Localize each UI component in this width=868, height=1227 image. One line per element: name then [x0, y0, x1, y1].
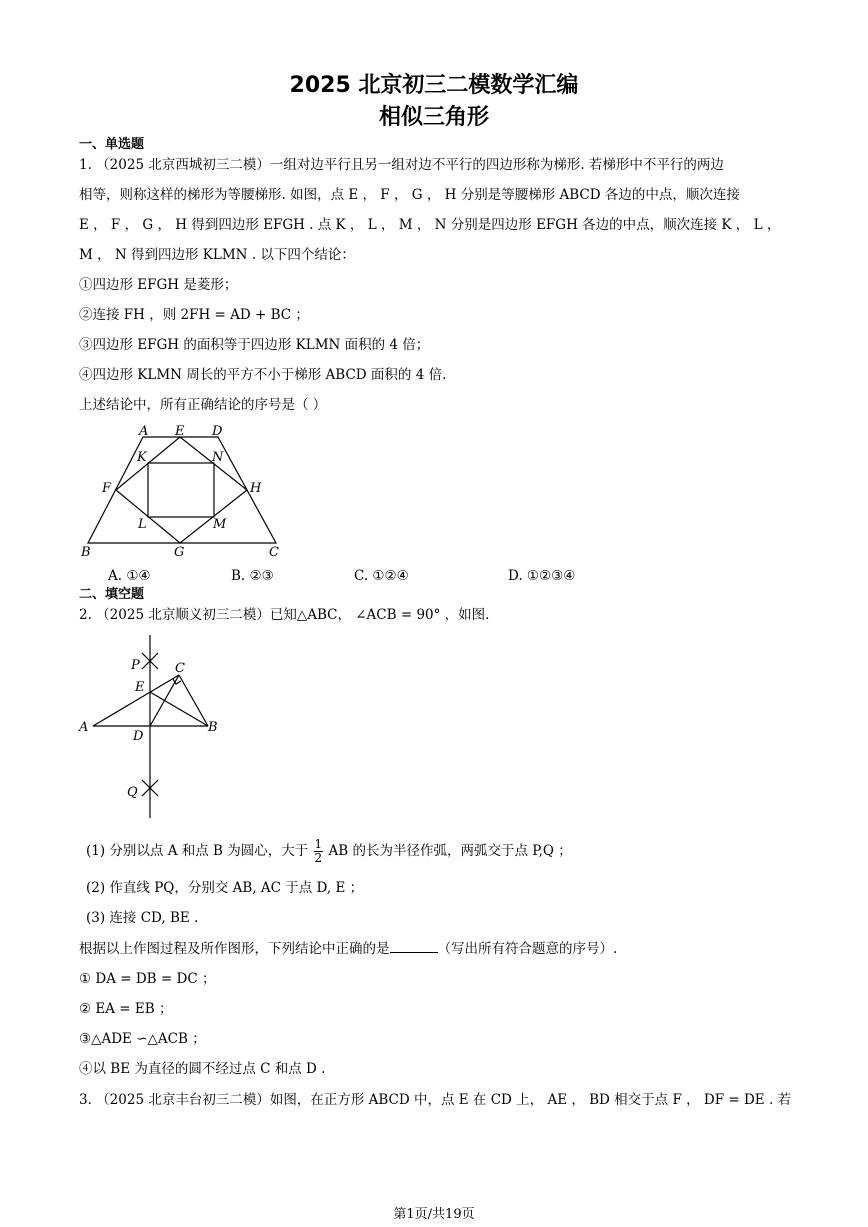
q1-option-c: C. ①②④: [354, 568, 409, 584]
q2-conclusion: ④以 BE 为直径的圆不经过点 C 和点 D .: [79, 1061, 326, 1077]
segment-cb: [179, 675, 208, 726]
q3-line: 3. （2025 北京丰台初三二模）如图，在正方形 ABCD 中，点 E 在 CD 上， AE ， BD 相交于点 F ， DF = DE . 若: [79, 1092, 792, 1108]
document-subtitle: 相似三角形: [378, 105, 489, 130]
figure-label-C: C: [269, 545, 279, 560]
figure-label-K: K: [137, 450, 147, 465]
figure-label-H: H: [250, 481, 262, 496]
figure-label-G: G: [174, 545, 185, 560]
q2-step-2: (2) 作直线 PQ，分别交 AB, AC 于点 D, E ；: [86, 880, 364, 896]
q2-conclusion: ① DA = DB = DC ；: [79, 971, 216, 987]
figure-label-D: D: [212, 424, 223, 439]
q1-option-a: A. ①④: [108, 568, 151, 584]
q1-line: 相等，则称这样的梯形为等腰梯形. 如图，点 E ， F ， G ， H 分别是等腰梯形 ABCD 各边的中点，顺次连接: [79, 187, 740, 203]
q1-option-d: D. ①②③④: [508, 568, 576, 584]
q2-step-1: [86, 838, 801, 865]
figure-label-F: F: [102, 481, 112, 496]
q1-trapezoid-figure: [76, 420, 296, 560]
figure-label-D: D: [133, 729, 144, 744]
figure-label-P: P: [131, 658, 140, 673]
fraction-denominator: 2: [314, 851, 323, 865]
section-heading-fill-blank: 二、填空题: [79, 587, 145, 602]
q2-prompt-text: 根据以上作图过程及所作图形，下列结论中正确的是: [79, 941, 390, 957]
figure-label-B: B: [81, 545, 91, 560]
q2-step-1-text: (1) 分别以点 A 和点 B 为圆心，大于: [86, 843, 309, 859]
figure-label-Q: Q: [127, 785, 138, 800]
q1-option-b: B. ②③: [231, 568, 274, 584]
q1-conclusion: ④四边形 KLMN 周长的平方不小于梯形 ABCD 面积的 4 倍.: [79, 367, 447, 383]
q1-conclusion: ②连接 FH ，则 2FH = AD + BC ；: [79, 307, 309, 323]
document-title: 2025 北京初三二模数学汇编: [289, 73, 579, 98]
q2-intro: 2. （2025 北京顺义初三二模）已知△ABC， ∠ACB = 90° ，如图.: [79, 607, 490, 623]
fraction-one-half: [314, 838, 324, 865]
q2-step-1-text-end: AB 的长为半径作弧，两弧交于点 P,Q ；: [328, 843, 572, 859]
q2-conclusion: ② EA = EB ；: [79, 1001, 173, 1017]
segment-be: [150, 692, 208, 726]
figure-label-M: M: [213, 517, 227, 532]
q2-prompt: [79, 940, 794, 958]
figure-label-A: A: [139, 424, 149, 439]
figure-label-B: B: [208, 720, 218, 735]
fraction-numerator: 1: [314, 837, 323, 851]
q2-conclusion: ③△ADE ∽△ACB ；: [79, 1031, 206, 1047]
figure-label-E: E: [135, 680, 145, 695]
q1-line: M ， N 得到四边形 KLMN . 以下四个结论：: [79, 247, 355, 263]
answer-blank: [390, 940, 438, 953]
section-heading-single-choice: 一、单选题: [79, 137, 145, 152]
figure-label-N: N: [212, 450, 224, 465]
q1-conclusion: ③四边形 EFGH 的面积等于四边形 KLMN 面积的 4 倍；: [79, 337, 430, 353]
q1-question-prompt: 上述结论中，所有正确结论的序号是（ ）: [79, 397, 327, 413]
figure-label-L: L: [138, 517, 147, 532]
q1-conclusion: ①四边形 EFGH 是菱形；: [79, 277, 238, 293]
q2-prompt-text-end: （写出所有符合题意的序号）.: [437, 941, 618, 957]
figure-label-C: C: [175, 661, 185, 676]
q1-line: E ， F ， G ， H 得到四边形 EFGH . 点 K ， L ， M ， N 分别是四边形 EFGH 各边的中点，顺次连接 K ， L ，: [79, 217, 781, 233]
figure-label-E: E: [175, 424, 185, 439]
rectangle-klmn: [148, 463, 214, 517]
figure-label-A: A: [79, 720, 89, 735]
q2-construction-figure: [74, 630, 234, 825]
page-footer: 第1页/共19页: [393, 1207, 475, 1222]
q1-line: 1. （2025 北京西城初三二模）一组对边平行且另一组对边不平行的四边形称为梯形. 若梯形中不平行的两边: [79, 157, 724, 173]
q2-step-3: (3) 连接 CD, BE .: [86, 910, 199, 926]
